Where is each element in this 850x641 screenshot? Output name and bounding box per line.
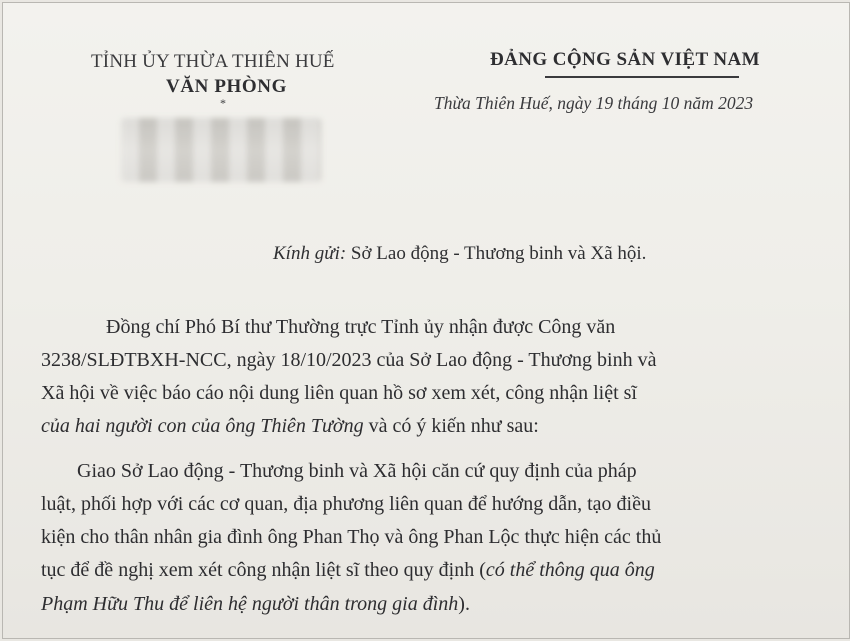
body-italic-text: có thể thông qua ông	[485, 559, 655, 581]
body-italic-text: của hai người con của ông Thiên Tường	[41, 415, 364, 437]
body-line	[41, 415, 539, 438]
redacted-area	[121, 118, 321, 182]
salutation-recipient: Sở Lao động - Thương binh và Xã hội.	[346, 243, 647, 264]
document-page	[2, 2, 850, 639]
body-line	[41, 593, 470, 616]
body-line: 3238/SLĐTBXH-NCC, ngày 18/10/2023 của Sở Lao động - Thương binh và	[41, 349, 657, 371]
heading-underline	[545, 76, 739, 78]
issuing-organization: TỈNH ỦY THỪA THIÊN HUẾ	[91, 51, 335, 72]
body-text: tục để đề nghị xem xét công nhận liệt sĩ theo quy định (	[41, 559, 486, 581]
body-line: Đồng chí Phó Bí thư Thường trực Tỉnh ủy nhận được Công văn	[106, 316, 616, 338]
issuing-office: VĂN PHÒNG	[166, 76, 287, 97]
body-line	[41, 559, 655, 582]
salutation-lead: Kính gửi:	[273, 243, 347, 264]
body-line: kiện cho thân nhân gia đình ông Phan Thọ và ông Phan Lộc thực hiện các thủ	[41, 526, 662, 548]
party-heading: ĐẢNG CỘNG SẢN VIỆT NAM	[490, 49, 760, 70]
star-mark: *	[220, 96, 226, 110]
body-line: luật, phối hợp với các cơ quan, địa phương liên quan để hướng dẫn, tạo điều	[41, 493, 651, 515]
body-text: và có ý kiến như sau:	[363, 415, 539, 437]
salutation	[273, 243, 646, 265]
body-line: Giao Sở Lao động - Thương binh và Xã hội căn cứ quy định của pháp	[77, 460, 637, 482]
body-italic-text: Phạm Hữu Thu để liên hệ người thân trong gia đình	[41, 593, 459, 615]
body-line: Xã hội về việc báo cáo nội dung liên quan hồ sơ xem xét, công nhận liệt sĩ	[41, 382, 637, 404]
body-text: ).	[458, 593, 470, 615]
place-and-date: Thừa Thiên Huế, ngày 19 tháng 10 năm 2023	[434, 93, 754, 113]
